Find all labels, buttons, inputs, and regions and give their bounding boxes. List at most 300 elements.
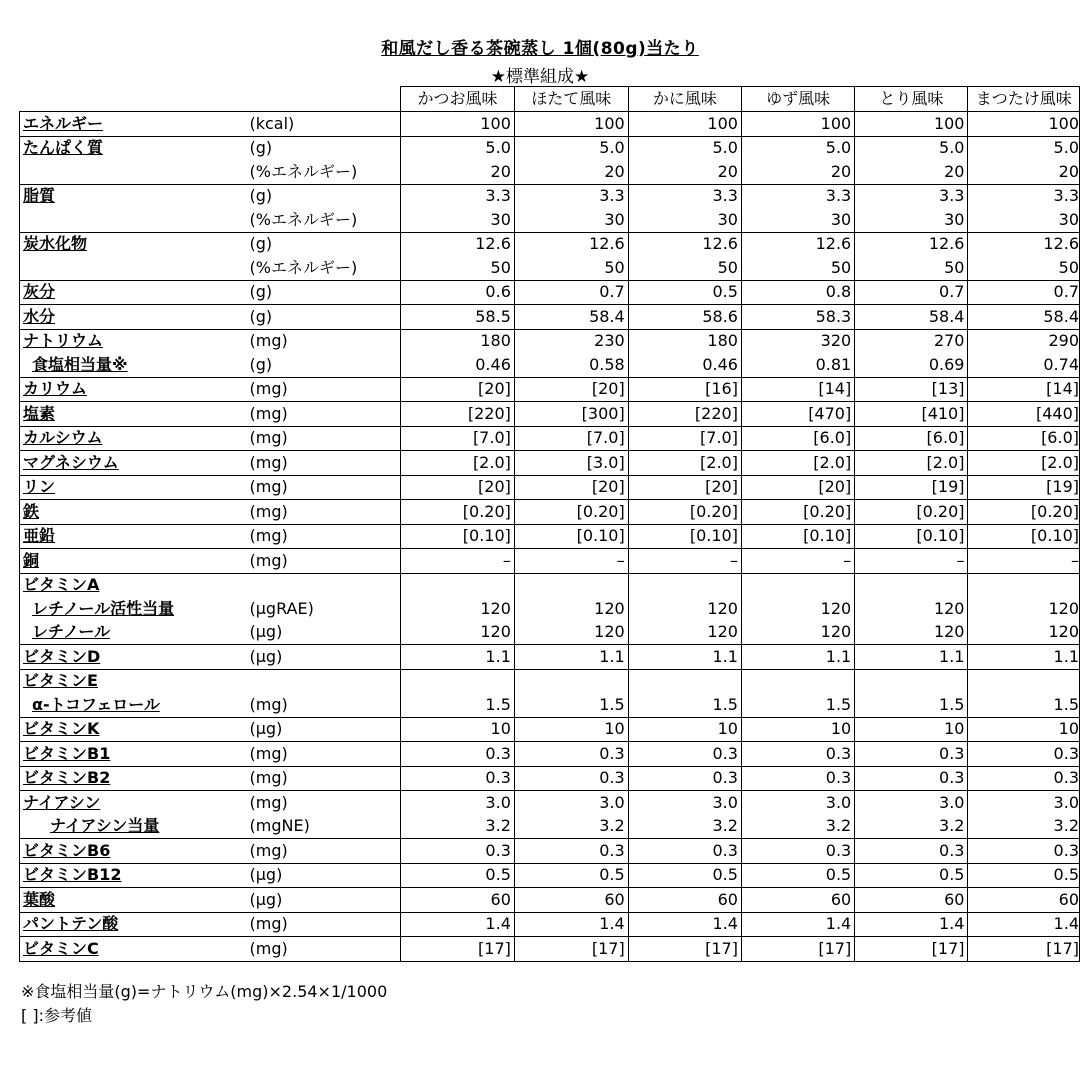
nutrient-value: 0.5	[741, 863, 854, 888]
nutrient-value: 120	[855, 597, 968, 621]
nutrient-value: [14]	[741, 377, 854, 402]
nutrient-row	[20, 112, 1080, 137]
nutrient-value: 120	[968, 597, 1080, 621]
nutrient-row	[20, 524, 1080, 549]
nutrient-name-text: ビタミンB12	[23, 865, 122, 885]
nutrient-value: 0.3	[401, 839, 515, 864]
nutrient-unit: (g)	[249, 354, 273, 374]
nutrient-name	[20, 888, 247, 913]
nutrient-value: [2.0]	[741, 451, 854, 476]
nutrient-name	[20, 377, 247, 402]
nutrient-value: 58.6	[628, 305, 741, 330]
nutrient-unit: (μgRAE)	[249, 598, 314, 618]
nutrient-unit: (mg)	[247, 329, 401, 353]
nutrient-value: 0.3	[628, 766, 741, 791]
nutrient-value: 3.0	[628, 791, 741, 815]
nutrient-unit	[247, 573, 401, 597]
nutrient-row	[20, 573, 1080, 597]
nutrient-value: 1.1	[741, 645, 854, 670]
nutrient-value: 0.3	[968, 742, 1080, 767]
nutrient-unit: (mg)	[247, 451, 401, 476]
nutrient-value: 120	[628, 621, 741, 645]
nutrient-value: 1.1	[855, 645, 968, 670]
nutrient-name-text: たんぱく質	[23, 138, 104, 158]
nutrient-name-text: 葉酸	[23, 889, 56, 909]
nutrient-name-text: ビタミンB2	[23, 768, 111, 788]
nutrient-value: –	[628, 549, 741, 574]
nutrient-value: 12.6	[968, 232, 1080, 256]
nutrient-value: 30	[968, 208, 1080, 232]
nutrient-value: 0.7	[968, 280, 1080, 305]
nutrient-value: [440]	[968, 402, 1080, 427]
nutrient-value: 20	[855, 160, 968, 184]
nutrient-value: 3.3	[514, 184, 628, 208]
nutrient-name-text: 塩素	[23, 403, 56, 423]
nutrient-value: 0.5	[855, 863, 968, 888]
nutrient-row	[20, 160, 1080, 184]
nutrient-unit: (μg)	[247, 645, 401, 670]
nutrient-value: 0.5	[514, 863, 628, 888]
nutrient-value: 100	[968, 112, 1080, 137]
nutrient-value: [7.0]	[401, 426, 515, 451]
nutrient-name	[20, 305, 247, 330]
nutrient-value: [16]	[628, 377, 741, 402]
nutrient-value: 1.5	[514, 693, 628, 717]
nutrient-value: [17]	[741, 937, 854, 962]
column-header: とり風味	[855, 87, 968, 112]
nutrient-value: 0.5	[628, 863, 741, 888]
nutrient-value: [2.0]	[628, 451, 741, 476]
nutrient-name	[20, 549, 247, 574]
nutrient-value: 120	[628, 597, 741, 621]
nutrient-value: 3.3	[741, 184, 854, 208]
nutrient-value: 0.3	[855, 839, 968, 864]
nutrient-value: 10	[628, 717, 741, 742]
nutrient-value: 0.46	[401, 353, 515, 377]
nutrient-value: –	[855, 549, 968, 574]
nutrient-name-text: ビタミンK	[23, 719, 100, 739]
nutrient-row	[20, 621, 1080, 645]
nutrient-value: [20]	[401, 377, 515, 402]
nutrient-value: 3.0	[514, 791, 628, 815]
nutrient-value: [410]	[855, 402, 968, 427]
nutrient-name-text: 食塩相当量※	[32, 354, 128, 374]
nutrient-name-text: ビタミンD	[23, 646, 101, 666]
nutrient-row	[20, 184, 1080, 208]
nutrient-value: 0.3	[514, 839, 628, 864]
nutrient-value	[514, 573, 628, 597]
nutrient-row	[20, 645, 1080, 670]
nutrient-name-text: ビタミンE	[23, 671, 98, 691]
nutrient-value: 0.3	[855, 742, 968, 767]
nutrient-value: [17]	[855, 937, 968, 962]
nutrient-value: 0.5	[401, 863, 515, 888]
nutrient-row	[20, 863, 1080, 888]
nutrient-value: 60	[855, 888, 968, 913]
nutrient-unit: (mg)	[247, 524, 401, 549]
nutrient-value: [19]	[968, 475, 1080, 500]
nutrient-row	[20, 475, 1080, 500]
nutrient-value: 58.4	[855, 305, 968, 330]
nutrient-unit: (g)	[247, 280, 401, 305]
nutrient-value: 100	[514, 112, 628, 137]
nutrient-row	[20, 693, 1080, 717]
nutrient-value: 60	[741, 888, 854, 913]
nutrient-name-text: レチノール活性当量	[32, 598, 175, 618]
nutrient-value: 290	[968, 329, 1080, 353]
header-row	[20, 87, 1080, 112]
nutrient-unit: (kcal)	[247, 112, 401, 137]
nutrient-name-text: ナトリウム	[23, 331, 103, 351]
nutrient-value: [0.20]	[968, 500, 1080, 525]
nutrient-value: [2.0]	[968, 451, 1080, 476]
nutrient-value: 0.58	[514, 353, 628, 377]
nutrient-row	[20, 232, 1080, 256]
nutrient-value: [20]	[401, 475, 515, 500]
nutrient-value: 10	[855, 717, 968, 742]
nutrient-name-text: α-トコフェロール	[32, 694, 160, 714]
nutrient-name-text: ビタミンB6	[23, 840, 111, 860]
nutrient-row	[20, 815, 1080, 839]
nutrient-value	[401, 573, 515, 597]
nutrition-table	[19, 86, 1080, 962]
nutrient-value: 30	[855, 208, 968, 232]
nutrient-value: 5.0	[741, 136, 854, 160]
nutrient-row	[20, 329, 1080, 353]
nutrient-value: [20]	[514, 377, 628, 402]
nutrient-unit: (mg)	[247, 426, 401, 451]
nutrient-name	[20, 937, 247, 962]
nutrient-name-text: 亜鉛	[23, 526, 56, 546]
nutrient-value: [470]	[741, 402, 854, 427]
nutrient-name-text: リン	[23, 477, 56, 497]
nutrient-row	[20, 766, 1080, 791]
nutrient-value: 230	[514, 329, 628, 353]
nutrient-value: 3.3	[401, 184, 515, 208]
nutrient-value: 0.81	[741, 353, 854, 377]
nutrient-value: 120	[514, 621, 628, 645]
nutrient-value: [0.10]	[401, 524, 515, 549]
nutrient-value	[968, 669, 1080, 693]
nutrient-unit	[247, 669, 401, 693]
nutrient-unit: (%エネルギー)	[249, 161, 358, 181]
nutrient-unit: (mg)	[247, 377, 401, 402]
nutrient-value: 1.4	[514, 912, 628, 937]
nutrient-value: 50	[514, 256, 628, 280]
nutrient-value: [0.20]	[855, 500, 968, 525]
nutrient-row	[20, 597, 1080, 621]
nutrient-value: 3.2	[855, 815, 968, 839]
nutrient-unit: (μg)	[247, 888, 401, 913]
nutrient-value: 50	[628, 256, 741, 280]
nutrient-value: [17]	[968, 937, 1080, 962]
nutrient-value: [6.0]	[741, 426, 854, 451]
nutrient-unit: (mg)	[247, 742, 401, 767]
nutrient-value: [0.10]	[628, 524, 741, 549]
nutrient-value: 120	[741, 597, 854, 621]
nutrient-value: 1.5	[741, 693, 854, 717]
nutrient-name	[20, 329, 247, 353]
nutrient-value: [17]	[514, 937, 628, 962]
nutrient-value: 0.3	[628, 742, 741, 767]
nutrient-value: [20]	[514, 475, 628, 500]
nutrient-unit: (mg)	[249, 694, 288, 714]
nutrient-value: 0.3	[514, 742, 628, 767]
nutrient-name	[20, 815, 247, 839]
column-header: ほたて風味	[514, 87, 628, 112]
nutrient-row	[20, 717, 1080, 742]
nutrient-value: [0.20]	[628, 500, 741, 525]
nutrient-value: 1.1	[628, 645, 741, 670]
column-header: かつお風味	[401, 87, 515, 112]
nutrient-value: [0.10]	[741, 524, 854, 549]
nutrient-value: 60	[401, 888, 515, 913]
nutrient-value: [0.10]	[514, 524, 628, 549]
nutrient-value: 270	[855, 329, 968, 353]
nutrient-value: 320	[741, 329, 854, 353]
nutrient-name-text: 水分	[23, 306, 56, 326]
nutrient-unit: (mg)	[247, 791, 401, 815]
nutrient-value: 1.4	[968, 912, 1080, 937]
nutrient-value: [19]	[855, 475, 968, 500]
nutrient-name	[20, 256, 247, 280]
nutrient-row	[20, 305, 1080, 330]
nutrient-unit: (g)	[247, 184, 401, 208]
nutrient-value: [300]	[514, 402, 628, 427]
nutrient-value: 0.5	[628, 280, 741, 305]
nutrient-value: [220]	[628, 402, 741, 427]
nutrient-name	[20, 693, 247, 717]
nutrient-name	[20, 912, 247, 937]
nutrient-value: 0.7	[855, 280, 968, 305]
nutrient-value: 10	[741, 717, 854, 742]
nutrient-row	[20, 549, 1080, 574]
nutrient-unit: (mg)	[247, 500, 401, 525]
nutrient-name	[20, 645, 247, 670]
nutrient-value: 1.5	[968, 693, 1080, 717]
nutrient-name-text: ビタミンC	[23, 938, 99, 958]
nutrient-value: 5.0	[855, 136, 968, 160]
footnotes	[21, 980, 387, 1028]
nutrient-value: [20]	[628, 475, 741, 500]
nutrient-value: 1.1	[514, 645, 628, 670]
nutrient-value: –	[741, 549, 854, 574]
nutrient-row	[20, 256, 1080, 280]
nutrient-value	[401, 669, 515, 693]
nutrient-name-text: ナイアシン	[23, 792, 101, 812]
nutrient-value: 120	[401, 597, 515, 621]
nutrient-value: 3.3	[628, 184, 741, 208]
nutrient-value: 20	[514, 160, 628, 184]
nutrient-value: [7.0]	[628, 426, 741, 451]
nutrient-unit: (mg)	[247, 839, 401, 864]
nutrient-value: 0.46	[628, 353, 741, 377]
nutrient-unit: (mg)	[247, 475, 401, 500]
nutrient-value: 0.3	[628, 839, 741, 864]
nutrient-value	[855, 573, 968, 597]
nutrient-value: 20	[968, 160, 1080, 184]
nutrient-value: 120	[514, 597, 628, 621]
nutrient-row	[20, 888, 1080, 913]
nutrient-name	[20, 402, 247, 427]
nutrient-value: 58.5	[401, 305, 515, 330]
nutrient-value: 3.2	[628, 815, 741, 839]
nutrient-name	[20, 426, 247, 451]
nutrient-value: 5.0	[628, 136, 741, 160]
nutrient-value: [220]	[401, 402, 515, 427]
nutrient-unit: (μg)	[247, 863, 401, 888]
nutrient-value: [6.0]	[968, 426, 1080, 451]
nutrient-value: 1.1	[401, 645, 515, 670]
nutrient-value: [2.0]	[401, 451, 515, 476]
nutrient-value: [17]	[628, 937, 741, 962]
nutrient-value: 58.4	[968, 305, 1080, 330]
nutrient-row	[20, 280, 1080, 305]
nutrient-unit: (g)	[247, 232, 401, 256]
nutrient-value: [0.10]	[968, 524, 1080, 549]
nutrient-value: 0.3	[855, 766, 968, 791]
nutrient-row	[20, 451, 1080, 476]
nutrient-value: 0.69	[855, 353, 968, 377]
nutrient-unit: (mg)	[247, 937, 401, 962]
nutrient-value: 12.6	[628, 232, 741, 256]
nutrient-value: –	[401, 549, 515, 574]
column-header: かに風味	[628, 87, 741, 112]
nutrient-value: 3.2	[968, 815, 1080, 839]
nutrient-name-text: ナイアシン当量	[50, 816, 160, 836]
nutrient-value: 3.3	[855, 184, 968, 208]
nutrient-unit: (%エネルギー)	[249, 257, 358, 277]
nutrient-value	[628, 573, 741, 597]
table-title: 和風だし香る茶碗蒸し 1個(80g)当たり	[381, 39, 699, 59]
nutrient-row	[20, 426, 1080, 451]
nutrient-name-text: カルシウム	[23, 428, 103, 448]
nutrient-row	[20, 377, 1080, 402]
nutrient-name	[20, 573, 247, 597]
nutrient-value: 1.4	[401, 912, 515, 937]
nutrient-value: 12.6	[855, 232, 968, 256]
nutrient-name-text: ビタミンB1	[23, 743, 111, 763]
nutrient-unit: (μg)	[247, 717, 401, 742]
nutrient-value: 10	[401, 717, 515, 742]
nutrient-unit: (g)	[247, 136, 401, 160]
nutrient-value: 1.4	[855, 912, 968, 937]
nutrient-value: 5.0	[968, 136, 1080, 160]
nutrient-name-text: マグネシウム	[23, 452, 119, 472]
nutrient-value: 0.3	[741, 766, 854, 791]
nutrient-unit: (μg)	[249, 622, 283, 642]
nutrient-value: 0.3	[968, 766, 1080, 791]
nutrient-value: 1.5	[401, 693, 515, 717]
nutrient-row	[20, 669, 1080, 693]
nutrient-name	[20, 184, 247, 208]
nutrient-name-text: パントテン酸	[23, 914, 119, 934]
nutrient-name	[20, 717, 247, 742]
nutrient-name-text: 鉄	[23, 501, 40, 521]
nutrient-value: [13]	[855, 377, 968, 402]
nutrient-value: 3.0	[401, 791, 515, 815]
nutrient-value: 0.3	[401, 766, 515, 791]
nutrient-value: 120	[741, 621, 854, 645]
nutrient-value	[855, 669, 968, 693]
nutrient-value	[968, 573, 1080, 597]
nutrient-unit: (mgNE)	[249, 816, 310, 836]
nutrient-name	[20, 280, 247, 305]
nutrient-name	[20, 863, 247, 888]
nutrient-value: [20]	[741, 475, 854, 500]
nutrient-value: 0.5	[968, 863, 1080, 888]
nutrient-name	[20, 742, 247, 767]
nutrient-name	[20, 621, 247, 645]
nutrient-name-text: 脂質	[23, 186, 56, 206]
footnote-salt-formula: ※食塩相当量(g)=ナトリウム(mg)×2.54×1/1000	[21, 982, 388, 1001]
nutrient-name-text: カリウム	[23, 379, 87, 399]
nutrient-row	[20, 402, 1080, 427]
nutrient-value: 120	[855, 621, 968, 645]
nutrient-name	[20, 112, 247, 137]
nutrient-value: 120	[968, 621, 1080, 645]
nutrient-name	[20, 597, 247, 621]
nutrient-value	[628, 669, 741, 693]
nutrient-value: [7.0]	[514, 426, 628, 451]
nutrient-value: [3.0]	[514, 451, 628, 476]
nutrient-value: 10	[514, 717, 628, 742]
nutrient-value: 3.2	[514, 815, 628, 839]
nutrient-unit: (mg)	[247, 549, 401, 574]
nutrient-value: [0.20]	[741, 500, 854, 525]
nutrient-value: 58.3	[741, 305, 854, 330]
nutrient-value: 50	[401, 256, 515, 280]
nutrient-value: 30	[514, 208, 628, 232]
nutrient-value: [2.0]	[855, 451, 968, 476]
nutrient-value: 1.4	[628, 912, 741, 937]
nutrient-value: 0.3	[968, 839, 1080, 864]
nutrient-name	[20, 160, 247, 184]
nutrient-value: 3.3	[968, 184, 1080, 208]
nutrient-value: 1.1	[968, 645, 1080, 670]
nutrient-name-text: ビタミンA	[23, 575, 100, 595]
nutrient-name-text: エネルギー	[23, 113, 104, 133]
nutrient-value: 3.0	[968, 791, 1080, 815]
nutrient-unit: (mg)	[247, 912, 401, 937]
nutrient-value: 12.6	[741, 232, 854, 256]
nutrient-value: 120	[401, 621, 515, 645]
nutrient-value	[741, 669, 854, 693]
nutrient-value: 0.74	[968, 353, 1080, 377]
nutrient-name	[20, 766, 247, 791]
nutrient-value	[741, 573, 854, 597]
nutrient-value: 60	[628, 888, 741, 913]
nutrient-value: [0.20]	[401, 500, 515, 525]
nutrient-value: 180	[401, 329, 515, 353]
nutrient-value: 12.6	[401, 232, 515, 256]
nutrient-value: [0.20]	[514, 500, 628, 525]
nutrient-value: 1.4	[741, 912, 854, 937]
footnote-reference-values: [ ]:参考値	[21, 1006, 92, 1025]
nutrient-value: [17]	[401, 937, 515, 962]
nutrient-name	[20, 524, 247, 549]
nutrient-name-text: 灰分	[23, 282, 56, 302]
nutrient-row	[20, 791, 1080, 815]
nutrient-value: 30	[628, 208, 741, 232]
nutrient-value: 50	[968, 256, 1080, 280]
table-subtitle: ★標準組成★	[490, 67, 590, 87]
nutrient-row	[20, 839, 1080, 864]
nutrient-name	[20, 451, 247, 476]
nutrient-value: 100	[628, 112, 741, 137]
nutrient-value: 0.7	[514, 280, 628, 305]
column-header: ゆず風味	[741, 87, 854, 112]
